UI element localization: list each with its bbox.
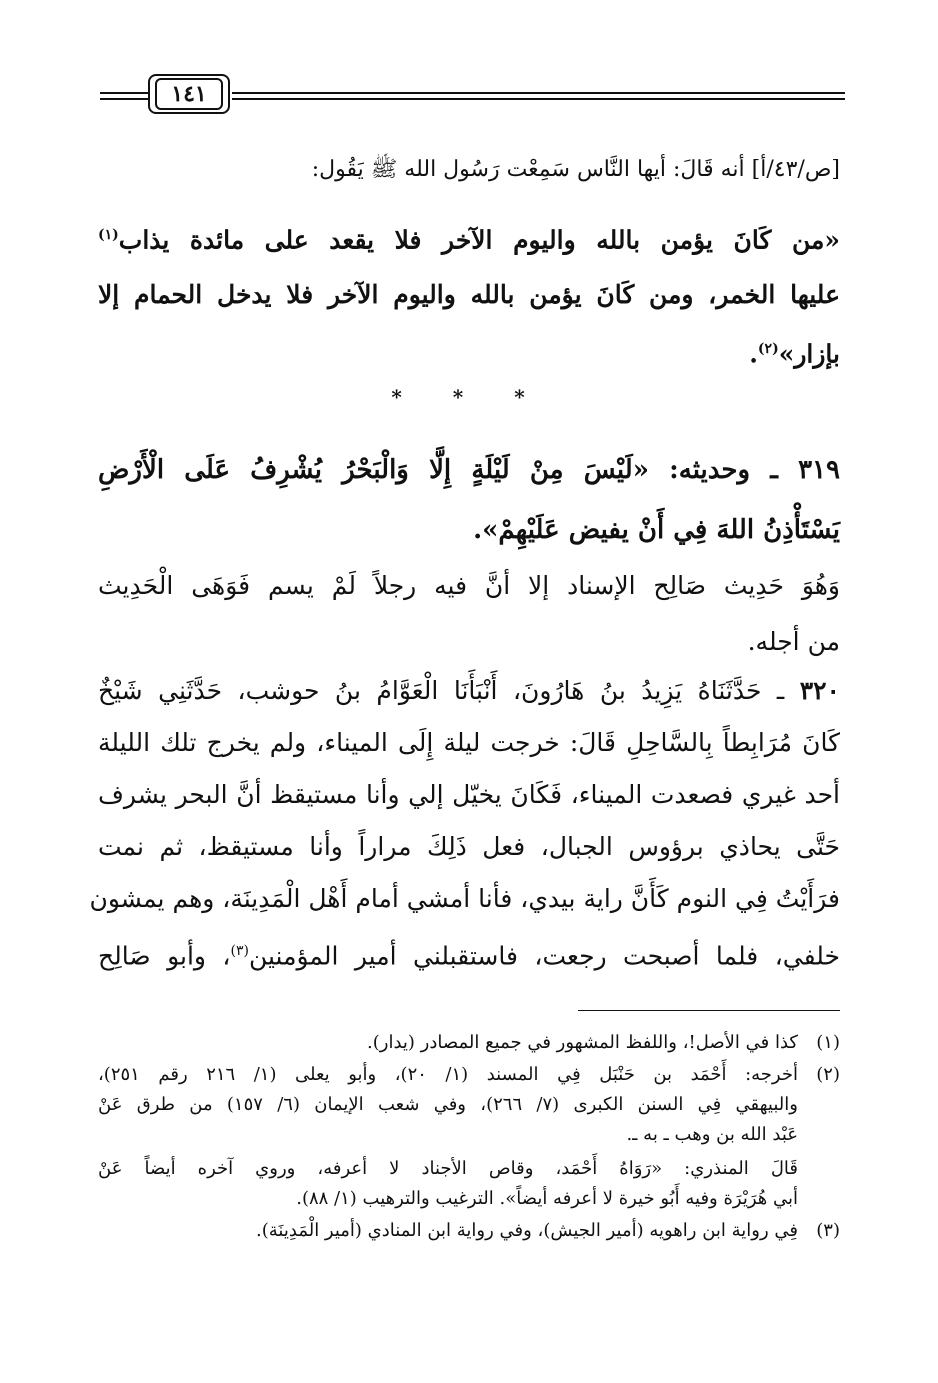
footnote-number: (٣) xyxy=(816,1220,840,1241)
footnote-2-quote xyxy=(98,1154,798,1214)
header-rule xyxy=(232,98,845,100)
footnotes xyxy=(98,1028,840,1248)
intro-paragraph xyxy=(98,150,840,190)
footnote-line: كذا في الأصل!، واللفظ المشهور في جميع المصادر (يدار). xyxy=(367,1032,798,1053)
page-number-frame xyxy=(148,74,230,114)
header-rule xyxy=(100,92,148,94)
footnote-line: أبي هُرَيْرَة وفيه أَبُو خيرة لا أعرفه أيضاً». الترغيب والترهيب (١/ ٨٨). xyxy=(296,1188,798,1209)
text-line: بإزار»$^{(٢)}$. xyxy=(749,339,840,369)
hadith-number: ٣٢٠ xyxy=(799,676,840,705)
page-header xyxy=(100,74,845,124)
hadith-319 xyxy=(98,440,840,560)
page-number: ١٤١ xyxy=(155,78,223,110)
hadith-number: ٣١٩ xyxy=(798,455,840,485)
text-line: ٣١٩ ـ وحديثه: «لَيْسَ مِنْ لَيْلَةٍ إِلَّا وَالْبَحْرُ يُشْرِفُ عَلَى الْأَرْضِ xyxy=(98,455,840,485)
footnote-line: أخرجه: أَحْمَد بن حَنْبَل فِي المسند (١/ ٢٠)، وأبو يعلى (١/ ٢١٦ رقم ٢٥١)، xyxy=(98,1064,798,1085)
footnote-ref: (٣) xyxy=(230,943,249,959)
footnote-3 xyxy=(98,1216,840,1246)
section-separator: * * * xyxy=(391,385,547,409)
footnote-number: (١) xyxy=(816,1032,840,1053)
text-line: عليها الخمر، ومن كَانَ يؤمن بالله واليوم الآخر فلا يدخل الحمام إلا xyxy=(98,280,840,310)
footnote-ref: (١) xyxy=(98,227,119,243)
footnote-separator xyxy=(578,1010,840,1011)
text-line: «من كَانَ يؤمن بالله واليوم الآخر فلا يقعد على مائدة يذاب$^{(١)}$ xyxy=(98,225,840,255)
text-line: خلفي، فلما أصبحت رجعت، فاستقبلني أمير المؤمنين$^{(٣)}$، وأبو صَالِح xyxy=(98,941,840,971)
footnote-line: والبيهقي فِي السنن الكبرى (٧/ ٢٦٦)، وفي شعب الإيمان (٦/ ١٥٧) من طرق عَنْ xyxy=(98,1094,798,1115)
text-line: من أجله. xyxy=(747,627,840,656)
text-line: فرَأَيْتُ فِي النوم كَأَنَّ راية بيدي، فأنا أمشي أمام أَهْل الْمَدِينَة، وهم يمشون xyxy=(89,884,840,913)
hadith-320 xyxy=(89,665,840,982)
text-line: [ص/٤٣/أ] أنه قَالَ: أيها النَّاس سَمِعْت رَسُول الله ﷺ يَقُول: xyxy=(311,157,840,182)
header-rule xyxy=(232,92,845,94)
footnote-1 xyxy=(98,1028,840,1058)
footnote-line: فِي رواية ابن راهويه (أمير الجيش)، وفي رواية ابن المنادي (أمير الْمَدِينَة). xyxy=(256,1220,798,1241)
text-line: كَانَ مُرَابِطاً بِالسَّاحِلِ قَالَ: خرجت ليلة إِلَى الميناء، ولم يخرج تلك الليلة xyxy=(98,728,840,757)
text-line: حَتَّى يحاذي برؤوس الجبال، فعل ذَلِكَ مراراً وأنا مستيقظ، ثم نمت xyxy=(98,832,840,861)
footnote-2 xyxy=(98,1060,840,1150)
footnote-line: قَالَ المنذري: «رَوَاهُ أَحْمَد، وقاص الأجناد لا أعرفه، وروي آخره أيضاً عَنْ xyxy=(98,1158,798,1179)
text-line: أحد غيري فصعدت الميناء، فَكَانَ يخيّل إلي وأنا مستيقظ أنَّ البحر يشرف xyxy=(98,780,840,809)
commentary-paragraph xyxy=(98,558,840,670)
text-line: يَسْتَأْذِنُ اللهَ فِي أَنْ يفيض عَلَيْهِمْ». xyxy=(473,515,840,545)
footnote-number: (٢) xyxy=(816,1064,840,1085)
hadith-paragraph xyxy=(98,208,840,382)
text-line: وَهُوَ حَدِيث صَالِح الإسناد إلا أنَّ فيه رجلاً لَمْ يسم فَوَهَى الْحَدِيث xyxy=(98,571,840,600)
text-line: ٣٢٠ ـ حَدَّثَنَاهُ يَزِيدُ بنُ هَارُونَ، أَنْبَأَنَا الْعَوَّامُ بنُ حوشب، حَدَّثَنِي شَيْخٌ xyxy=(98,676,840,705)
footnote-ref: (٢) xyxy=(757,341,779,358)
footnote-line: عَبْد الله بن وهب ـ به ـ. xyxy=(626,1124,798,1145)
header-rule xyxy=(100,98,148,100)
